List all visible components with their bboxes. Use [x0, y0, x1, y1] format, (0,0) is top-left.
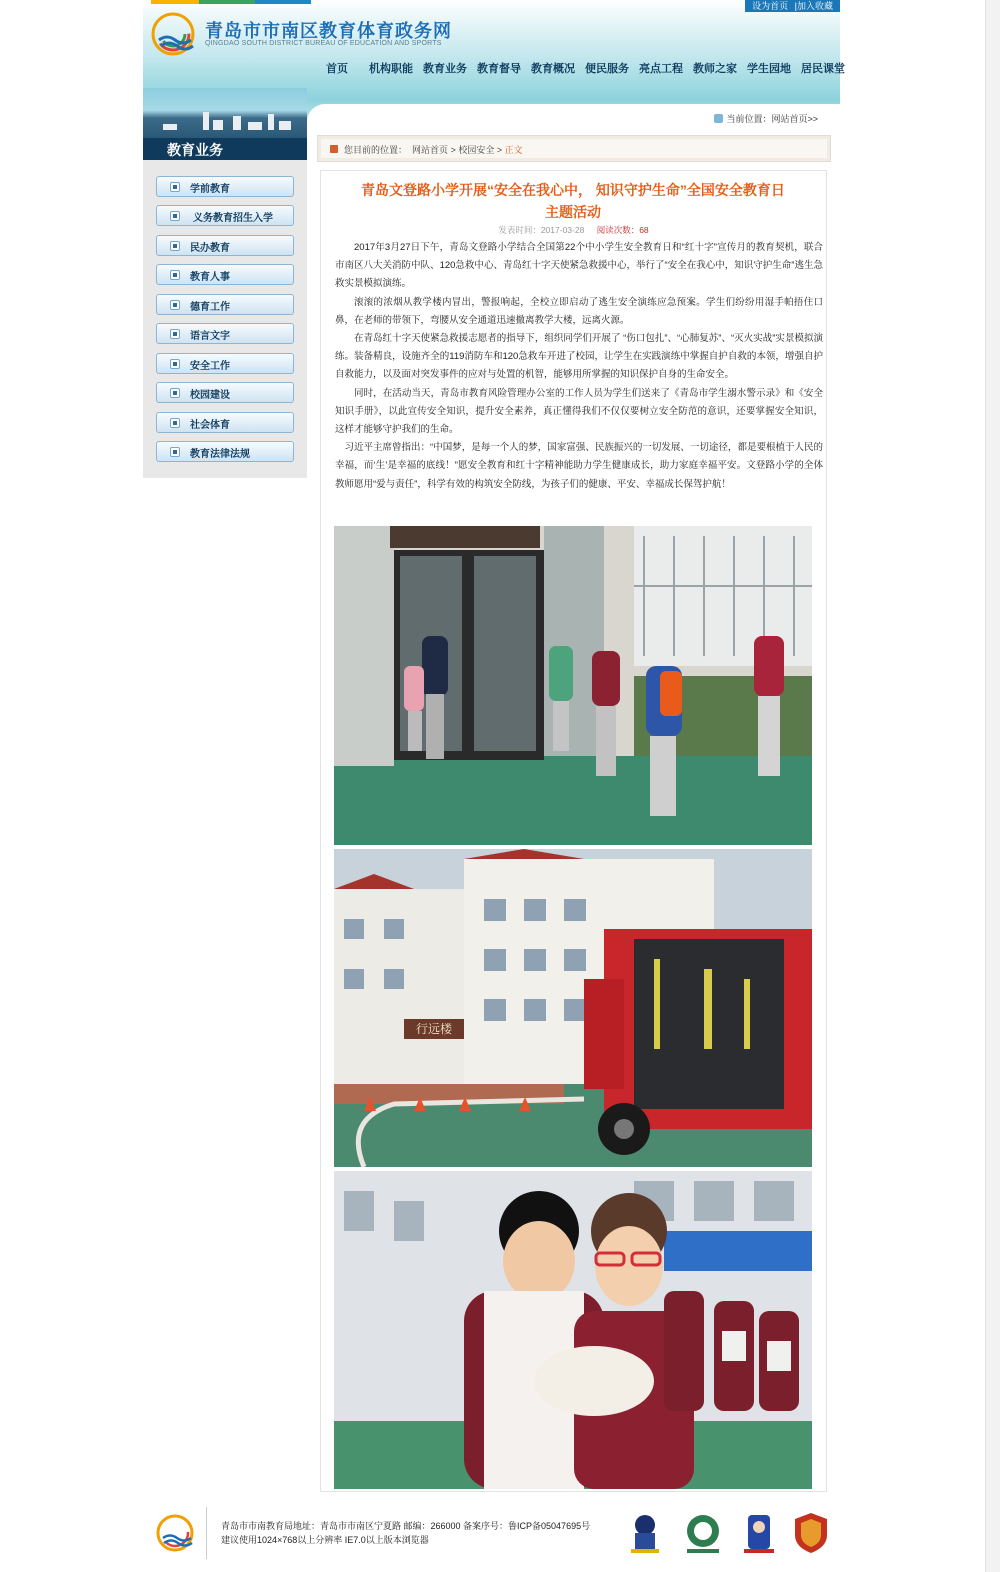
- site-logo-icon[interactable]: [149, 8, 201, 60]
- sidebar-item-personnel[interactable]: 教育人事: [156, 264, 294, 285]
- nav-item-students[interactable]: 学生园地: [747, 63, 791, 75]
- internet-police-badge-icon[interactable]: [738, 1511, 778, 1555]
- sidebar-item-moral-education[interactable]: 德育工作: [156, 294, 294, 315]
- color-strip: [151, 0, 311, 4]
- sidebar-item-language[interactable]: 语言文字: [156, 323, 294, 344]
- top-links: [745, 0, 840, 12]
- article-paragraph: 2017年3月27日下午，青岛文登路小学结合全国第22个中小学生安全教育日和“红十字”宣传月的教育契机，联合市南区八大关消防中队、120急救中心、青岛红十字天使紧急救援中心，举行了“安全在我心中，知识守护生命”逃生急救实景模拟演练。: [335, 242, 823, 290]
- sidebar-section-title: 教育业务: [143, 138, 307, 160]
- breadcrumb-icon: [330, 145, 338, 153]
- article-meta: 发表时间：2017-03-28 阅读次数：68: [498, 225, 649, 235]
- location-icon: [714, 114, 723, 123]
- sidebar: [143, 160, 307, 478]
- site-title: 青岛市市南区教育体育政务网: [205, 21, 452, 41]
- read-count: 68: [639, 225, 649, 235]
- bullet-icon: [170, 359, 180, 369]
- footer: [143, 1505, 840, 1565]
- add-favorite-link[interactable]: |加入收藏: [794, 1, 833, 11]
- breadcrumb: 您目前的位置： 网站首页 > 校园安全 > 正文: [317, 135, 831, 162]
- bullet-icon: [170, 300, 180, 310]
- set-homepage-link[interactable]: 设为首页: [752, 1, 789, 11]
- article-body: [335, 239, 823, 494]
- nav-item-supervision[interactable]: 教育督导: [477, 63, 521, 75]
- article-paragraph: 在青岛红十字天使紧急救援志愿者的指导下，组织同学们开展了 “伤口包扎”、“心肺复苏”、“灭火实战”实景模拟演练。装备精良，设施齐全的119消防车和120急救车开进了校园，让学生在实践演练中掌握自护自救的本领，增强自护自救能力，以及面对突发事件的应对与处置的机智，能够用所掌握的知识保护自身的生命安全。: [335, 333, 823, 381]
- current-location-link[interactable]: 网站首页>>: [771, 114, 818, 124]
- bullet-icon: [170, 211, 180, 221]
- page-scrollbar[interactable]: [985, 0, 1000, 1572]
- footer-divider: [206, 1507, 207, 1559]
- article-paragraph: 滚滚的浓烟从教学楼内冒出，警报响起，全校立即启动了逃生安全演练应急预案。学生们纷纷用湿手帕捂住口鼻，在老师的带领下，弯腰从安全通道迅速撤离教学大楼，远离火源。: [335, 296, 823, 326]
- bullet-icon: [170, 270, 180, 280]
- nav-item-teachers[interactable]: 教师之家: [693, 63, 737, 75]
- article-paragraph: 习近平主席曾指出：“中国梦，是每一个人的梦，国家富强、民族振兴的一切发展、一切途径，都是要根植于人民的幸福，而‘生’是幸福的底线！”愿安全教育和红十字精神能助力学生健康成长，助力家庭幸福平安。文登路小学的全体教师愿用“爱与责任”，科学有效的构筑安全防线，为孩子们的健康、平安、幸福成长保驾护航！: [335, 442, 823, 490]
- sidebar-item-laws[interactable]: 教育法律法规: [156, 441, 294, 462]
- nav-item-education-business[interactable]: 教育业务: [423, 63, 467, 75]
- sidebar-item-social-sports[interactable]: 社会体育: [156, 412, 294, 433]
- bullet-icon: [170, 388, 180, 398]
- photo-evacuation-drill: [334, 526, 812, 845]
- article-title: 青岛文登路小学开展“安全在我心中， 知识守护生命”全国安全教育日 主题活动: [361, 182, 785, 220]
- breadcrumb-home-link[interactable]: 网站首页: [412, 145, 449, 155]
- nav-item-highlights[interactable]: 亮点工程: [639, 63, 683, 75]
- main-nav: [321, 61, 850, 77]
- nav-item-services[interactable]: 便民服务: [585, 63, 629, 75]
- bullet-icon: [170, 447, 180, 457]
- photo-first-aid-practice: [334, 1171, 812, 1489]
- city-skyline-image: [143, 88, 307, 138]
- nav-item-residents[interactable]: 居民课堂: [801, 63, 845, 75]
- site-subtitle: QINGDAO SOUTH DISTRICT BUREAU OF EDUCATION AND SPORTS: [205, 40, 442, 47]
- bullet-icon: [170, 418, 180, 428]
- police-badge-icon[interactable]: [625, 1511, 665, 1555]
- sidebar-item-enrollment[interactable]: 义务教育招生入学: [156, 205, 294, 226]
- breadcrumb-current: 正文: [504, 145, 523, 155]
- sidebar-item-campus-construction[interactable]: 校园建设: [156, 382, 294, 403]
- public-security-badge-icon[interactable]: [683, 1511, 723, 1555]
- article-paragraph: 同时，在活动当天，青岛市教育风险管理办公室的工作人员为学生们送来了《青岛市学生溺水警示录》和《安全知识手册》，以此宣传安全知识，提升安全素养，真正懂得我们不仅仅要树立安全防范的意识，还要掌握安全知识，这样才能够守护我们的生命。: [335, 387, 823, 436]
- building-sign: 行远楼: [415, 1022, 453, 1036]
- page: [143, 0, 845, 1572]
- breadcrumb-section-link[interactable]: 校园安全: [458, 145, 495, 155]
- photo-fire-truck: [334, 849, 812, 1167]
- sidebar-item-private-education[interactable]: 民办教育: [156, 235, 294, 256]
- bullet-icon: [170, 241, 180, 251]
- nav-item-home[interactable]: 首页: [326, 63, 348, 75]
- publish-date: 2017-03-28: [540, 225, 585, 235]
- footer-text: 青岛市市南教育局地址：青岛市市南区宁夏路 邮编：266000 备案序号：鲁ICP备05047695号 建议使用1024×768以上分辨率 IE7.0以上版本浏览器: [221, 1521, 591, 1545]
- nav-item-overview[interactable]: 教育概况: [531, 63, 575, 75]
- nav-item-functions[interactable]: 机构职能: [369, 63, 413, 75]
- footer-logo-icon: [155, 1511, 199, 1555]
- current-location: 当前位置：网站首页>>: [714, 112, 818, 125]
- sidebar-item-safety[interactable]: 安全工作: [156, 353, 294, 374]
- bullet-icon: [170, 329, 180, 339]
- bullet-icon: [170, 182, 180, 192]
- trusted-site-badge-icon[interactable]: [791, 1511, 831, 1555]
- sidebar-item-preschool[interactable]: 学前教育: [156, 176, 294, 197]
